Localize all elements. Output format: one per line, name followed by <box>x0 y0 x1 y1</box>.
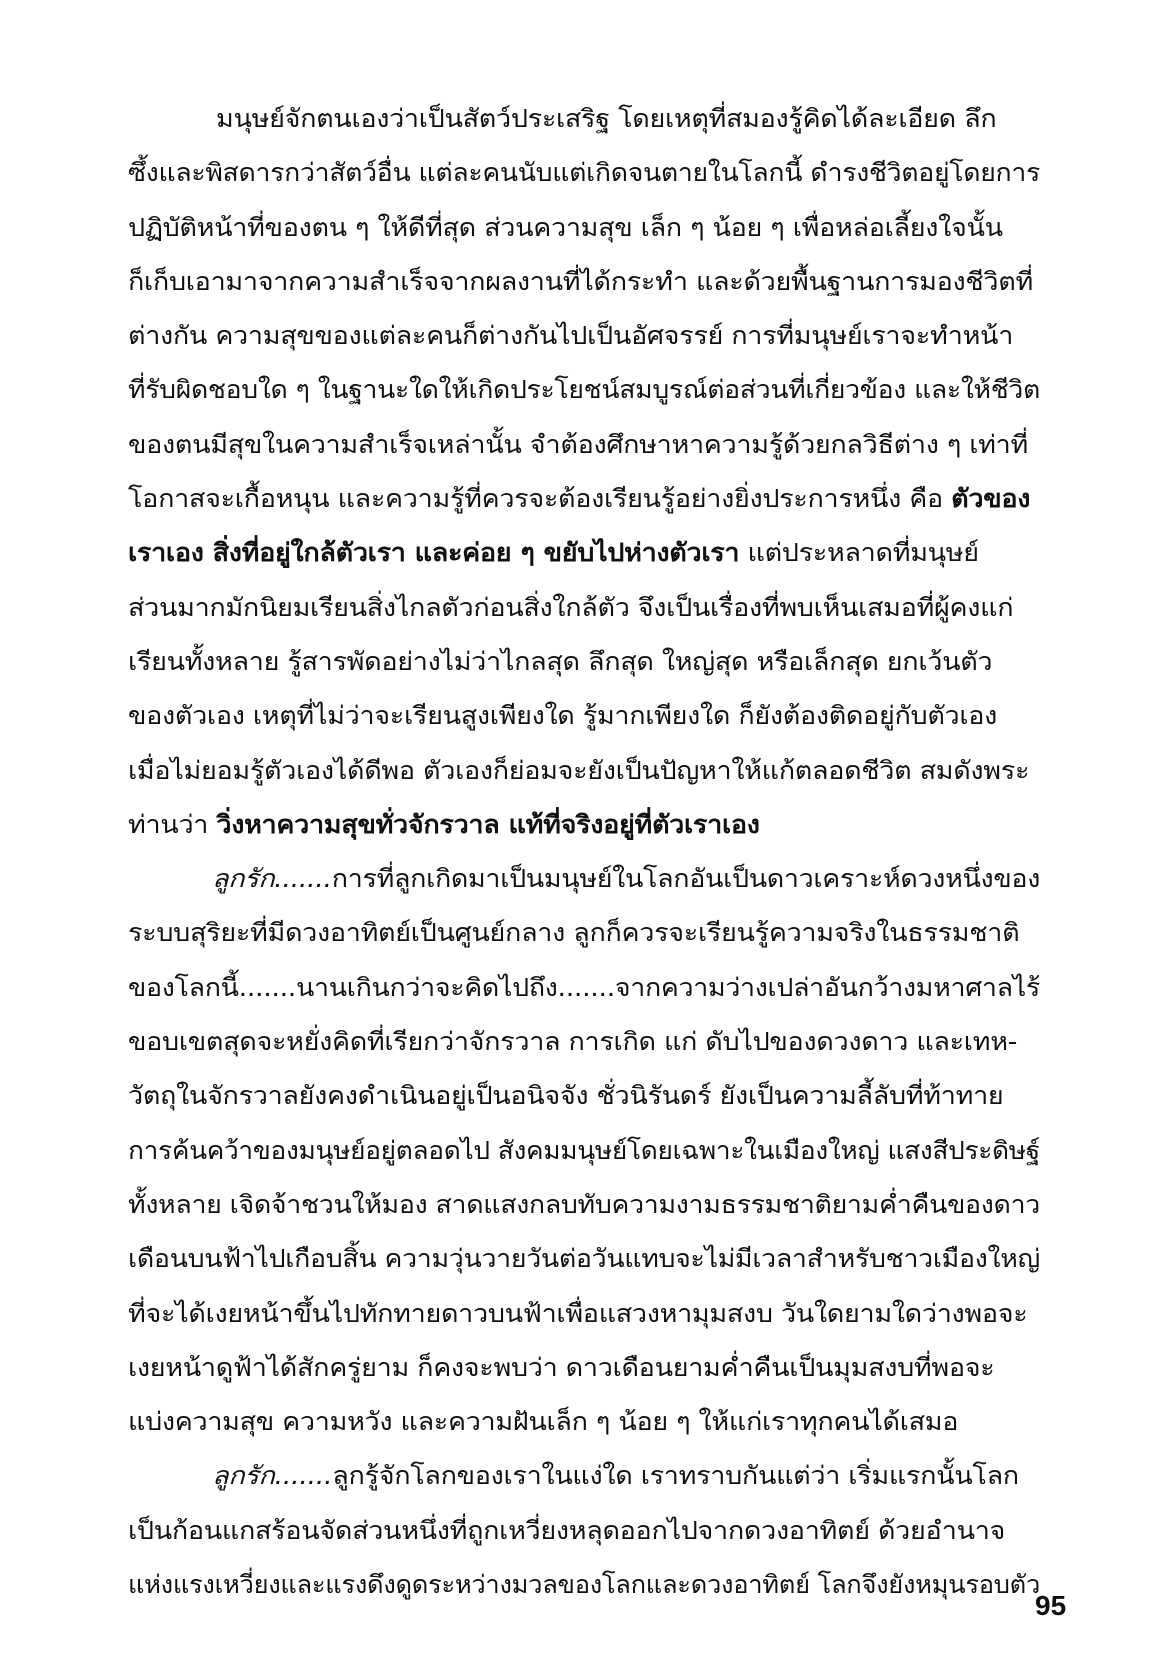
text-line <box>128 201 1040 255</box>
italic-text: ลูกรัก....... <box>212 1461 333 1491</box>
text-line <box>128 1232 1040 1286</box>
text-run: การที่ลูกเกิดมาเป็นมนุษย์ในโลกอันเป็นดาวเคราะห์ดวงหนึ่งของ <box>331 864 1040 894</box>
text-run: ปฏิบัติหน้าที่ของตน ๆ ให้ดีที่สุด ส่วนความสุข เล็ก ๆ น้อย ๆ เพื่อหล่อเลี้ยงใจนั้น <box>128 212 1003 242</box>
text-line <box>128 1178 1040 1232</box>
page-number: 95 <box>1035 1590 1067 1621</box>
text-line <box>128 255 1040 309</box>
text-line <box>128 92 1040 146</box>
text-line <box>128 1287 1040 1341</box>
text-line <box>128 1124 1040 1178</box>
text-line <box>128 635 1040 689</box>
text-run: วัตถุในจักรวาลยังคงดำเนินอยู่เป็นอนิจจัง ชั่วนิรันดร์ ยังเป็นความลี้ลับที่ท้าทาย <box>128 1081 1004 1111</box>
text-run: เรียนทั้งหลาย รู้สารพัดอย่างไม่ว่าไกลสุด ลึกสุด ใหญ่สุด หรือเล็กสุด ยกเว้นตัว <box>128 646 993 676</box>
text-run: แห่งแรงเหวี่ยงและแรงดึงดูดระหว่างมวลของโลกและดวงอาทิตย์ โลกจึงยังหมุนรอบตัว <box>128 1570 1040 1600</box>
text-line <box>128 309 1040 363</box>
text-run: ก็เก็บเอามาจากความสำเร็จจากผลงานที่ได้กระทำ และด้วยพื้นฐานการมองชีวิตที่ <box>128 266 1033 296</box>
text-run: ลูกรู้จักโลกของเราในแง่ใด เราทราบกันแต่ว่า เริ่มแรกนั้นโลก <box>332 1461 1019 1491</box>
text-run: ที่รับผิดชอบใด ๆ ในฐานะใดให้เกิดประโยชน์สมบูรณ์ต่อส่วนที่เกี่ยวข้อง และให้ชีวิต <box>128 375 1040 405</box>
text-line <box>128 1015 1040 1069</box>
text-line <box>128 363 1040 417</box>
text-run: มนุษย์จักตนเองว่าเป็นสัตว์ประเสริฐ โดยเหตุที่สมองรู้คิดได้ละเอียด ลึก <box>216 104 997 133</box>
text-line <box>128 744 1040 798</box>
text-line <box>128 1449 1040 1503</box>
text-run: แบ่งความสุข ความหวัง และความฝันเล็ก ๆ น้อย ๆ ให้แก่เราทุกคนได้เสมอ <box>128 1407 959 1437</box>
text-line <box>128 1504 1040 1558</box>
text-run: ของตัวเอง เหตุที่ไม่ว่าจะเรียนสูงเพียงใด รู้มากเพียงใด ก็ยังต้องติดอยู่กับตัวเอง <box>128 701 998 731</box>
text-run: ของตนมีสุขในความสำเร็จเหล่านั้น จำต้องศึกษาหาความรู้ด้วยกลวิธีต่าง ๆ เท่าที่ <box>128 429 1028 459</box>
text-run: แต่ประหลาดที่มนุษย์ <box>739 538 979 568</box>
text-line <box>128 689 1040 743</box>
text-run: โอกาสจะเกื้อหนุน และความรู้ที่ควรจะต้องเรียนรู้อย่างยิ่งประการหนึ่ง คือ <box>128 484 952 514</box>
text-run: ซึ้งและพิสดารกว่าสัตว์อื่น แต่ละคนนับแต่เกิดจนตายในโลกนี้ ดำรงชีวิตอยู่โดยการ <box>128 158 1040 188</box>
text-run: เดือนบนฟ้าไปเกือบสิ้น ความวุ่นวายวันต่อวันแทบจะไม่มีเวลาสำหรับชาวเมืองใหญ่ <box>128 1244 1040 1274</box>
text-line <box>128 472 1040 526</box>
bold-text: ตัวของ <box>951 484 1031 514</box>
text-run: ระบบสุริยะที่มีดวงอาทิตย์เป็นศูนย์กลาง ลูกก็ควรจะเรียนรู้ความจริงในธรรมชาติ <box>128 918 1020 948</box>
text-run: ของโลกนี้.......นานเกินกว่าจะคิดไปถึง.......จากความว่างเปล่าอันกว้างมหาศาลไร้ <box>128 972 1040 1002</box>
text-run: ท่านว่า <box>128 809 217 839</box>
text-line <box>128 418 1040 472</box>
text-line <box>128 852 1040 906</box>
text-run: ขอบเขตสุดจะหยั่งคิดที่เรียกว่าจักรวาล การเกิด แก่ ดับไปของดวงดาว และเทห- <box>128 1027 1018 1057</box>
text-line <box>128 1341 1040 1395</box>
bold-text: เราเอง สิ่งที่อยู่ใกล้ตัวเรา และค่อย ๆ ขยับไปห่างตัวเรา <box>128 538 740 568</box>
text-line <box>128 1395 1040 1449</box>
text-line <box>128 1558 1040 1612</box>
text-run: เงยหน้าดูฟ้าได้สักครู่ยาม ก็คงจะพบว่า ดาวเดือนยามค่ำคืนเป็นมุมสงบที่พอจะ <box>128 1352 995 1382</box>
text-line <box>128 906 1040 960</box>
text-run: ต่างกัน ความสุขของแต่ละคนก็ต่างกันไปเป็นอัศจรรย์ การที่มนุษย์เราจะทำหน้า <box>128 321 1014 351</box>
text-line <box>128 581 1040 635</box>
body-text <box>128 92 1040 1612</box>
text-run: เมื่อไม่ยอมรู้ตัวเองได้ดีพอ ตัวเองก็ย่อมจะยังเป็นปัญหาให้แก้ตลอดชีวิต สมดังพระ <box>128 755 1030 785</box>
text-line <box>128 526 1040 580</box>
bold-text: วิ่งหาความสุขทั่วจักรวาล แท้ที่จริงอยู่ที่ตัวเราเอง <box>216 809 760 839</box>
text-run: ทั้งหลาย เจิดจ้าชวนให้มอง สาดแสงกลบทับความงามธรรมชาติยามค่ำคืนของดาว <box>128 1189 1040 1219</box>
text-run: ที่จะได้เงยหน้าขึ้นไปทักทายดาวบนฟ้าเพื่อแสวงหามุมสงบ วันใดยามใดว่างพอจะ <box>128 1298 1028 1328</box>
text-line <box>128 146 1040 200</box>
text-run: การค้นคว้าของมนุษย์อยู่ตลอดไป สังคมมนุษย์โดยเฉพาะในเมืองใหญ่ แสงสีประดิษฐ์ <box>128 1135 1040 1165</box>
italic-text: ลูกรัก....... <box>212 864 332 894</box>
text-line <box>128 961 1040 1015</box>
text-line <box>128 798 1040 852</box>
text-run: เป็นก้อนแกสร้อนจัดส่วนหนึ่งที่ถูกเหวี่ยงหลุดออกไปจากดวงอาทิตย์ ด้วยอำนาจ <box>128 1515 1006 1545</box>
text-run: ส่วนมากมักนิยมเรียนสิ่งไกลตัวก่อนสิ่งใกล้ตัว จึงเป็นเรื่องที่พบเห็นเสมอที่ผู้คงแก่ <box>128 592 1014 622</box>
text-line <box>128 1069 1040 1123</box>
